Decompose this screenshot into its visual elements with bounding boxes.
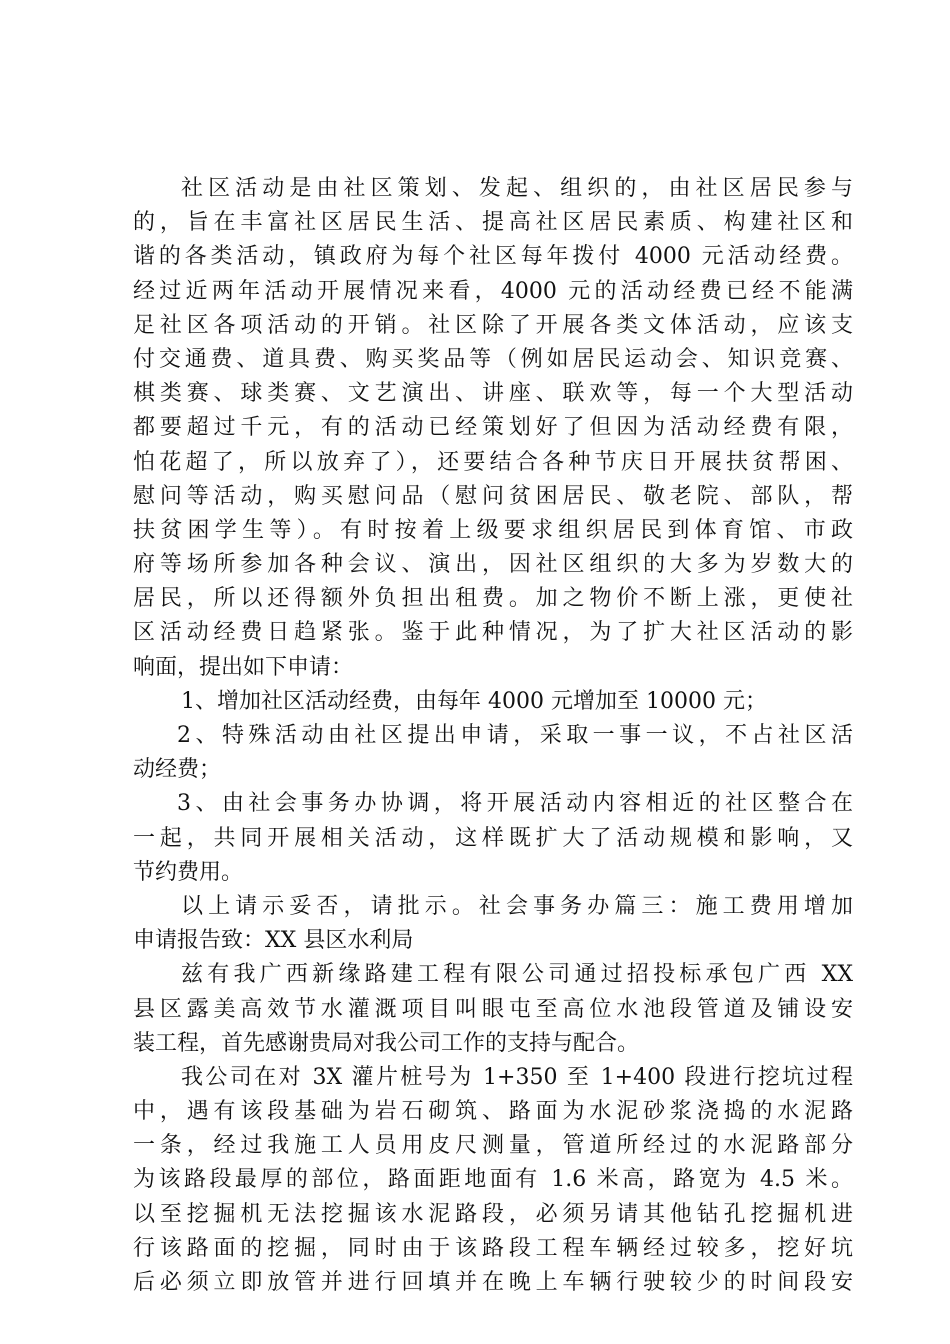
paragraph-line: 中，遇有该段基础为岩石砌筑、路面为水泥砂浆浇捣的水泥路 — [133, 1099, 853, 1125]
paragraph-line: 动经费； — [133, 757, 222, 783]
paragraph-line: 付交通费、道具费、购买奖品等（例如居民运动会、知识竞赛、 — [133, 346, 853, 372]
paragraph-line: 怕花超了，所以放弃了），还要结合各种节庆日开展扶贫帮困、 — [133, 449, 853, 475]
paragraph-line: 足社区各项活动的开销。社区除了开展各类文体活动，应该支 — [133, 312, 853, 338]
paragraph-line: 区活动经费日趋紧张。鉴于此种情况，为了扩大社区活动的影 — [133, 620, 853, 646]
paragraph-line: 社区活动是由社区策划、发起、组织的，由社区居民参与 — [181, 176, 853, 201]
paragraph-line: 经过近两年活动开展情况来看，4000 元的活动经费已经不能满 — [133, 278, 853, 304]
paragraph-line: 一起，共同开展相关活动，这样既扩大了活动规模和影响，又 — [133, 825, 853, 851]
paragraph-line: 居民，所以还得额外负担出租费。加之物价不断上涨，更使社 — [133, 586, 853, 612]
paragraph-line: 行该路面的挖掘，同时由于该路段工程车辆经过较多，挖好坑 — [133, 1235, 853, 1261]
paragraph-line: 县区露美高效节水灌溉项目叫眼屯至高位水池段管道及铺设安 — [133, 996, 853, 1022]
paragraph-line: 慰问等活动，购买慰问品（慰问贫困居民、敬老院、部队，帮 — [133, 483, 853, 509]
document-body — [133, 172, 853, 1300]
paragraph-line: 棋类赛、球类赛、文艺演出、讲座、联欢等，每一个大型活动 — [133, 381, 853, 407]
paragraph-line: 谐的各类活动，镇政府为每个社区每年拨付 4000 元活动经费。 — [133, 244, 853, 270]
paragraph-line: 府等场所参加各种会议、演出，因社区组织的大多为岁数大的 — [133, 552, 853, 578]
paragraph-line: 后必须立即放管并进行回填并在晚上车辆行驶较少的时间段安 — [133, 1270, 853, 1295]
paragraph-line: 以上请示妥否，请批示。社会事务办篇三：施工费用增加 — [181, 893, 853, 919]
paragraph-line: 的，旨在丰富社区居民生活、提高社区居民素质、构建社区和 — [133, 210, 853, 236]
paragraph-line: 我公司在对 3X 灌片桩号为 1+350 至 1+400 段进行挖坑过程 — [181, 1064, 853, 1090]
paragraph-line: 响面，提出如下申请： — [133, 654, 354, 680]
paragraph-line: 扶贫困学生等）。有时按着上级要求组织居民到体育馆、市政 — [133, 517, 853, 543]
paragraph-line: 兹有我广西新缘路建工程有限公司通过招投标承包广西 XX — [181, 962, 853, 988]
paragraph-line: 以至挖掘机无法挖掘该水泥路段，必须另请其他钻孔挖掘机进 — [133, 1201, 853, 1227]
paragraph-line: 都要超过千元，有的活动已经策划好了但因为活动经费有限， — [133, 415, 853, 441]
paragraph-line: 申请报告致：XX 县区水利局 — [133, 928, 414, 954]
list-item-1: 1、增加社区活动经费，由每年 4000 元增加至 10000 元； — [181, 688, 767, 714]
paragraph-line: 节约费用。 — [133, 859, 244, 885]
paragraph-line: 装工程，首先感谢贵局对我公司工作的支持与配合。 — [133, 1030, 640, 1056]
list-item-3: 3、由社会事务办协调，将开展活动内容相近的社区整合在 — [177, 791, 853, 817]
paragraph-line: 为该路段最厚的部位，路面距地面有 1.6 米高，路宽为 4.5 米。 — [133, 1167, 853, 1193]
paragraph-line: 一条，经过我施工人员用皮尺测量，管道所经过的水泥路部分 — [133, 1133, 853, 1159]
list-item-2: 2、特殊活动由社区提出申请，采取一事一议，不占社区活 — [177, 723, 853, 748]
